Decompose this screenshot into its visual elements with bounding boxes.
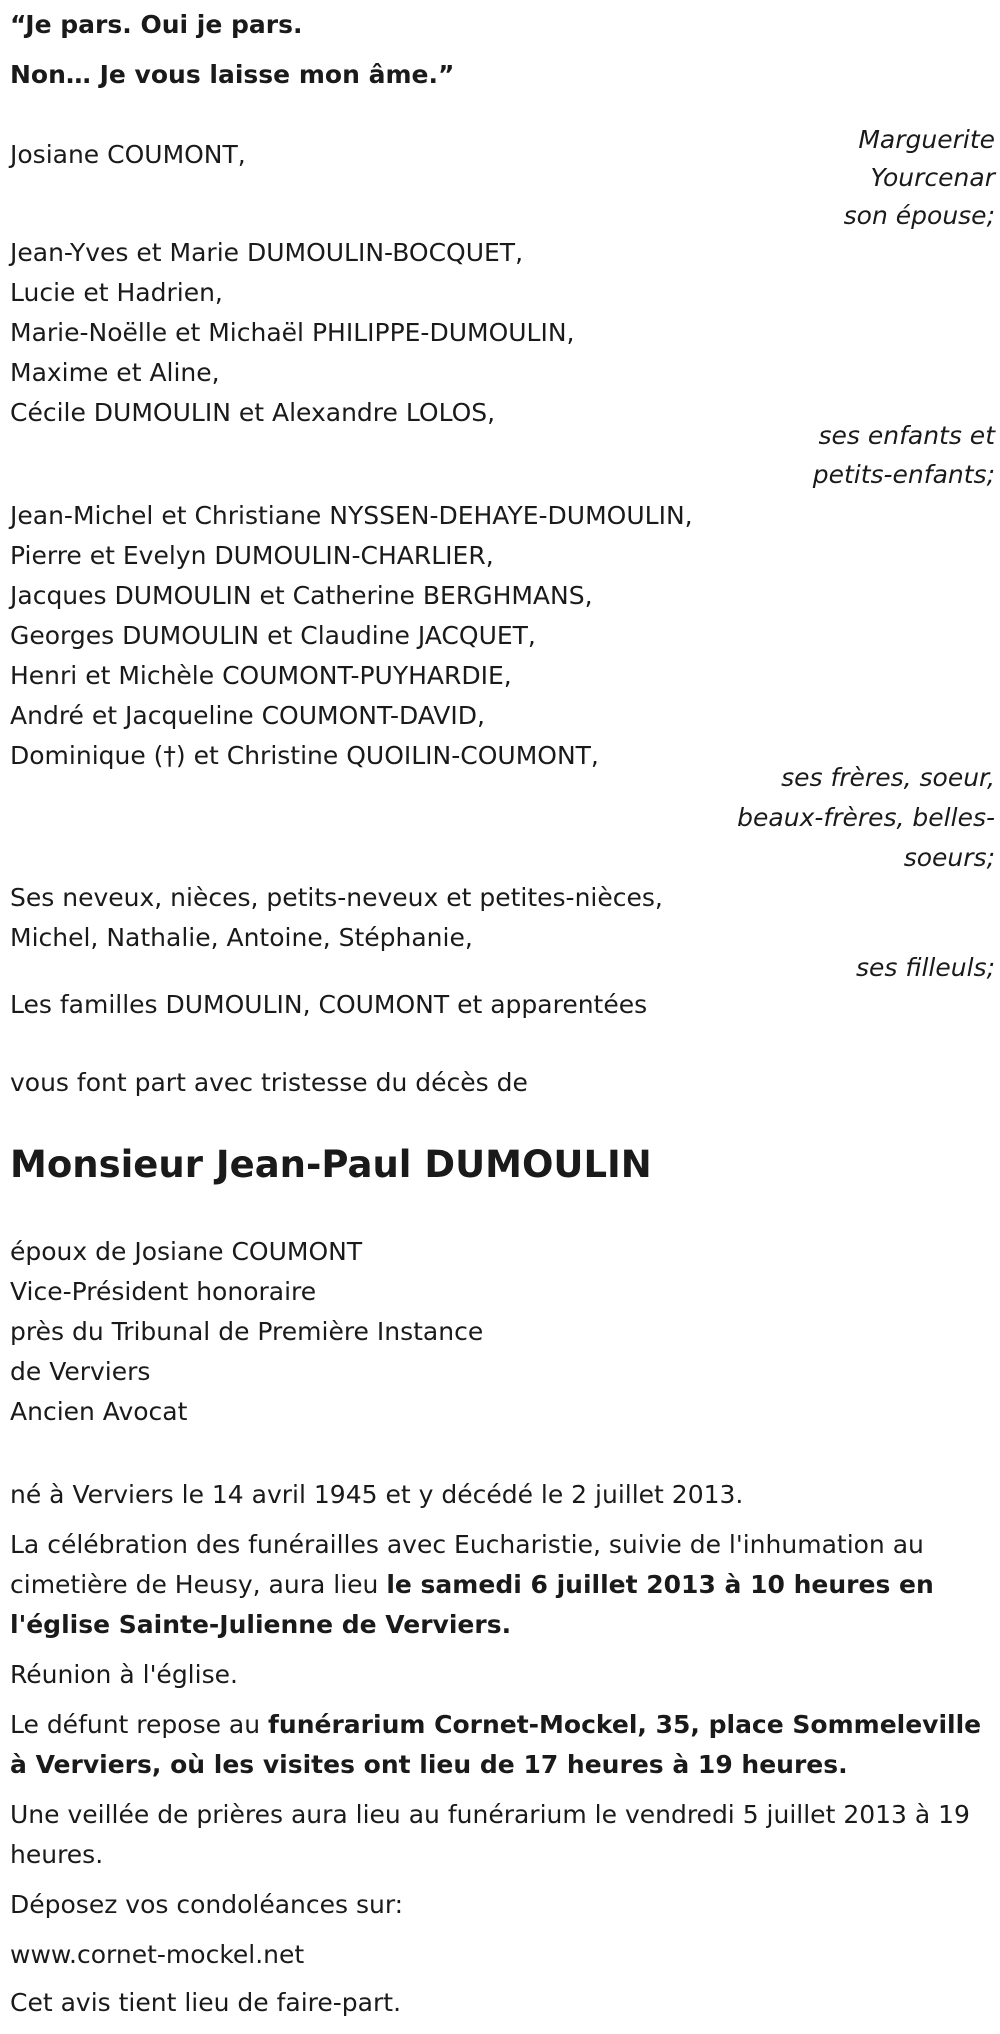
title-entry: Vice-Président honoraire: [10, 1277, 317, 1306]
godchildren-role: ses filleuls;: [855, 953, 995, 982]
children-role-1: ses enfants et: [818, 421, 995, 450]
quote-line-2: Non… Je vous laisse mon âme.”: [10, 60, 455, 89]
deceased-titles: [10, 1232, 483, 1432]
sibling-entry: Dominique (†) et Christine QUOILIN-COUMONT,: [10, 741, 599, 770]
sibling-entry: Georges DUMOULIN et Claudine JACQUET,: [10, 621, 536, 650]
siblings-role-3: soeurs;: [903, 843, 995, 872]
siblings-role-2: beaux-frères, belles-: [737, 803, 995, 832]
condolences-label: Déposez vos condoléances sur:: [10, 1890, 404, 1919]
ceremony-date-place: le samedi 6 juillet 2013 à 10 heures en l'église Sainte-Julienne de Verviers.: [10, 1570, 934, 1639]
title-entry: époux de Josiane COUMONT: [10, 1237, 363, 1266]
child-entry: Marie-Noëlle et Michaël PHILIPPE-DUMOULIN,: [10, 318, 575, 347]
ceremony-text: La célébration des funérailles avec Eucharistie, suivie de l'inhumation au cimetière de Heusy, aura lieu: [10, 1530, 924, 1599]
birth-death-line: né à Verviers le 14 avril 1945 et y décédé le 2 juillet 2013.: [10, 1480, 744, 1509]
families-line: Les familles DUMOULIN, COUMONT et apparentées: [10, 990, 648, 1019]
nephews-line: Ses neveux, nièces, petits-neveux et petites-nièces,: [10, 883, 663, 912]
children-role-2: petits-enfants;: [812, 460, 995, 489]
rests-location: funérarium Cornet-Mockel, 35, place Sommeleville à Verviers, où les visites ont lieu de 17 heures à 19 heures.: [10, 1710, 982, 1779]
announcement: vous font part avec tristesse du décès de: [10, 1068, 528, 1097]
siblings-list: [10, 496, 693, 776]
rests-paragraph: [10, 1705, 995, 1785]
spouse-name: Josiane COUMONT,: [10, 140, 246, 169]
ceremony-paragraph: [10, 1525, 995, 1645]
website-link[interactable]: www.cornet-mockel.net: [10, 1940, 305, 1969]
rests-text: Le défunt repose au: [10, 1710, 269, 1739]
quote-author-first: Marguerite: [858, 125, 995, 154]
sibling-entry: Jacques DUMOULIN et Catherine BERGHMANS,: [10, 581, 593, 610]
quote-author-last: Yourcenar: [870, 163, 995, 192]
sibling-entry: André et Jacqueline COUMONT-DAVID,: [10, 701, 485, 730]
quote-line-1: “Je pars. Oui je pars.: [10, 10, 303, 39]
deceased-name: Monsieur Jean-Paul DUMOULIN: [10, 1143, 652, 1186]
siblings-role-1: ses frères, soeur,: [781, 763, 995, 792]
child-entry: Jean-Yves et Marie DUMOULIN-BOCQUET,: [10, 238, 524, 267]
reunion-line: Réunion à l'église.: [10, 1660, 238, 1689]
child-entry: Maxime et Aline,: [10, 358, 220, 387]
child-entry: Cécile DUMOULIN et Alexandre LOLOS,: [10, 398, 496, 427]
notice-line: Cet avis tient lieu de faire-part.: [10, 1988, 402, 2017]
spouse-role: son épouse;: [843, 201, 995, 230]
children-list: [10, 233, 575, 433]
sibling-entry: Jean-Michel et Christiane NYSSEN-DEHAYE-DUMOULIN,: [10, 501, 693, 530]
title-entry: Ancien Avocat: [10, 1397, 188, 1426]
sibling-entry: Henri et Michèle COUMONT-PUYHARDIE,: [10, 661, 512, 690]
title-entry: près du Tribunal de Première Instance: [10, 1317, 484, 1346]
godchildren-names: Michel, Nathalie, Antoine, Stéphanie,: [10, 923, 473, 952]
vigil-paragraph: Une veillée de prières aura lieu au funérarium le vendredi 5 juillet 2013 à 19 heures.: [10, 1800, 970, 1869]
title-entry: de Verviers: [10, 1357, 151, 1386]
child-entry: Lucie et Hadrien,: [10, 278, 223, 307]
sibling-entry: Pierre et Evelyn DUMOULIN-CHARLIER,: [10, 541, 494, 570]
